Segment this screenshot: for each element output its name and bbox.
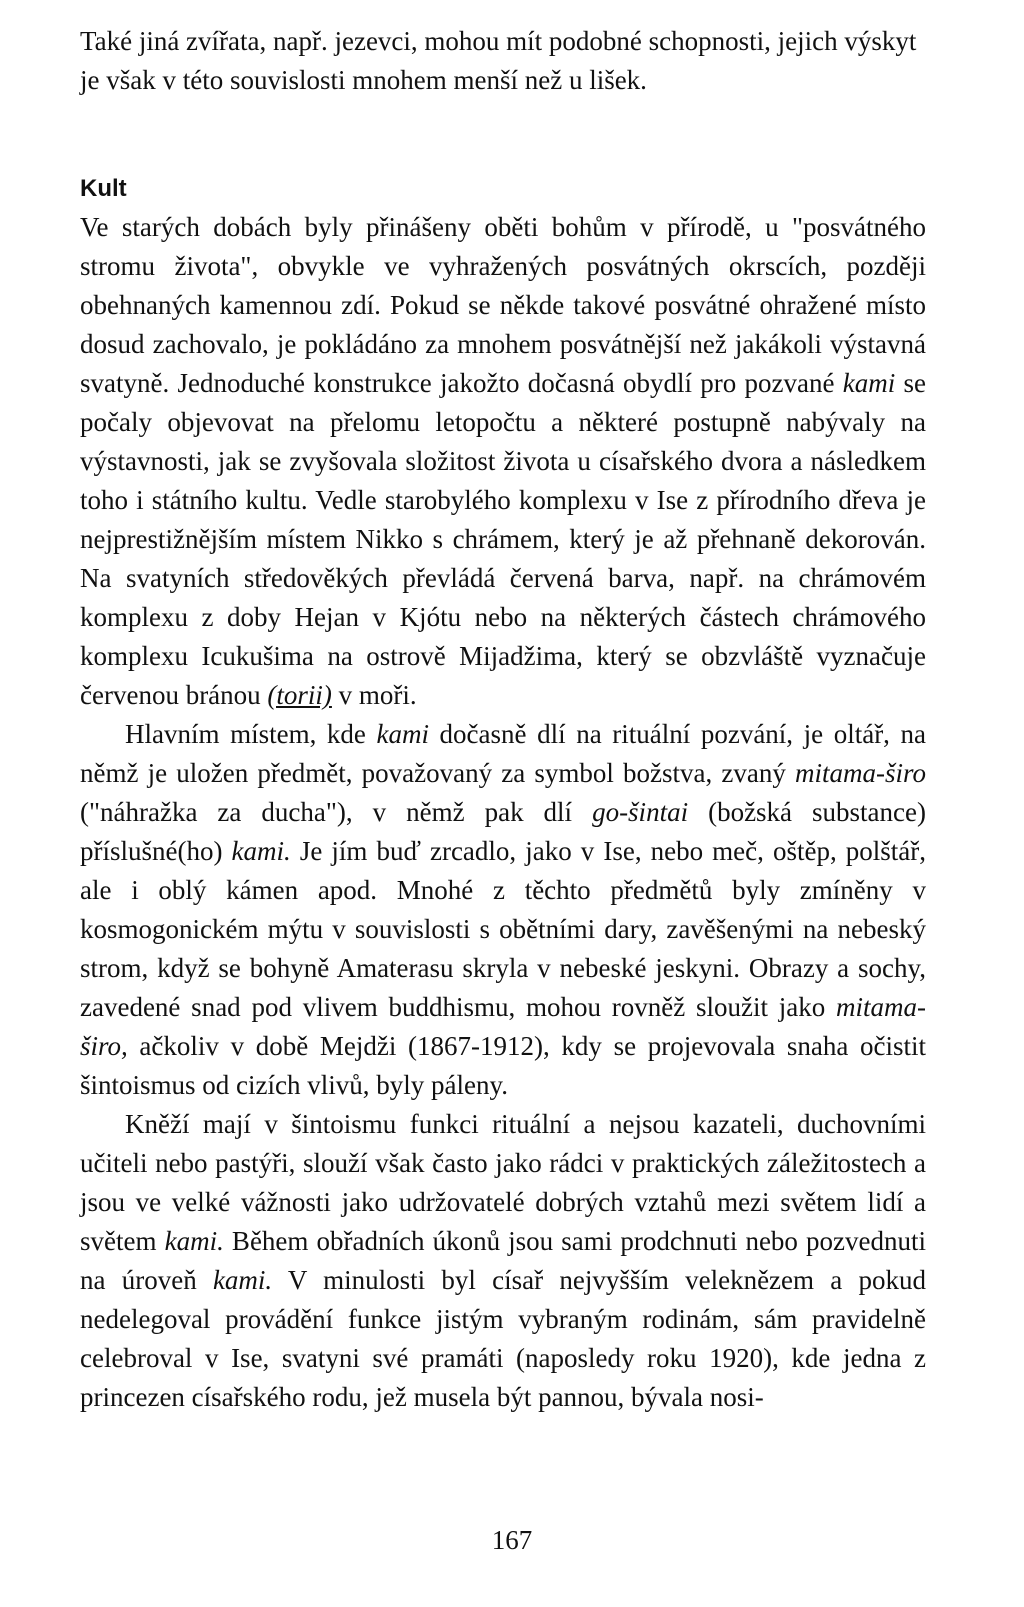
italic-term: kami. [164, 1226, 224, 1256]
italic-term: mitamaširo, [80, 992, 926, 1061]
italic-term: (torii) [267, 680, 332, 710]
page-number: 167 [491, 1525, 533, 1555]
intro-paragraph: Také jiná zvířata, např. jezevci, mohou mít podobné schopnosti, jejich výskyt je však v této souvislosti mnohem menší než u lišek. [80, 26, 917, 95]
paragraph-3: Kněží mají v šintoismu funkci rituální a nejsou kazateli, duchovními učiteli nebo pastýři, slouží však často jako rádci v praktických záležitostech a jsou ve velké vážnosti jako udržovatelé dobrých vztahů mezi světem lidí a světem kami. Během obřadních úkonů jsou sami prodchnuti nebo pozvednuti na úroveň kami. V minulosti byl císař nejvyšším veleknězem a pokud nedelegoval provádění funkce jistým vybraným rodinám, sám pravidelně celebroval v Ise, svatyni své pramáti (naposledy roku 1920), kde jedna z princezen císařského rodu, jež musela být pannou, bývala nosi- [80, 1109, 927, 1412]
italic-term: mitama-širo [794, 758, 926, 788]
italic-term: kami [376, 719, 429, 749]
italic-term: go-šintai [592, 797, 689, 827]
paragraph-2: Hlavním místem, kde kami dočasně dlí na rituální pozvání, je oltář, na němž je uložen předmět, považovaný za symbol božstva, zvaný mitama-širo ("náhražka za ducha"), v němž pak dlí go-šintai (božská substance) příslušné(ho) kami. Je jím buď zrcadlo, jako v Ise, nebo meč, oštěp, polštář, ale i oblý kámen apod. Mnohé z těchto předmětů byly zmíněny v kosmogonickém mýtu v souvislosti s obětními dary, zavěšenými na nebeský strom, když se bohyně Amaterasu skryla v nebeské jeskyni. Obrazy a sochy, zavedené snad pod vlivem buddhismu, mohou rovněž sloužit jako mitamaširo, ačkoliv v době Mejdži (1867-1912), kdy se projevovala snaha očistit šintoismus od cizích vlivů, byly páleny. [80, 719, 927, 1100]
section-heading: Kult [80, 175, 127, 202]
paragraph-1: Ve starých dobách byly přinášeny oběti bohům v přírodě, u "posvátného stromu života", obvykle ve vyhražených posvátných okrscích, později obehnaných kamennou zdí. Pokud se někde takové posvátné ohražené místo dosud zachovalo, je pokládáno za mnohem posvátnější než jakákoli výstavná svatyně. Jednoduché konstrukce jakožto dočasná obydlí pro pozvané kami se počaly objevovat na přelomu letopočtu a některé postupně nabývaly na výstavnosti, jak se zvyšovala složitost života u císařského dvora a následkem toho i státního kultu. Vedle starobylého komplexu v Ise z přírodního dřeva je nejprestižnějším místem Nikko s chrámem, který je až přehnaně dekorován. Na svatyních středověkých převládá červená barva, např. na chrámovém komplexu z doby Hejan v Kjótu nebo na některých částech chrámového komplexu Icukušima na ostrově Mijadžima, který se obzvláště vyznačuje červenou bránou (torii) v moři. [80, 212, 927, 710]
italic-term: kami. [231, 836, 291, 866]
page-body [80, 22, 926, 1417]
italic-term: kami [842, 368, 896, 398]
italic-term: kami. [212, 1265, 273, 1295]
